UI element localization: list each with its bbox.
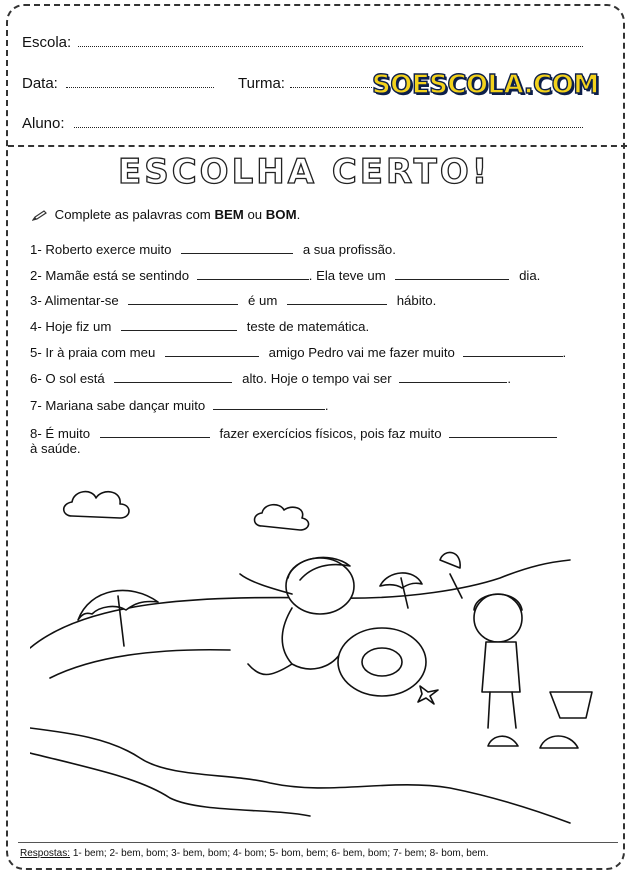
header-separator [8,145,627,147]
question-text: 4- Hoje fiz um [30,319,112,334]
answer-blank[interactable] [449,427,557,438]
question-5 [30,345,566,360]
page-title: ESCOLHA CERTO! [118,152,491,192]
instruction-suffix: . [296,207,301,222]
cloud-right [255,505,309,530]
beach-illustration [30,478,610,830]
question-text: 8- É muito [30,426,91,441]
question-1 [30,242,396,257]
boy-left-leg [248,664,292,675]
question-text: alto. Hoje o tempo vai ser [242,371,392,386]
pencil-icon [32,210,48,222]
answer-blank[interactable] [463,346,563,357]
question-text: . [507,371,511,386]
answer-blank[interactable] [399,372,507,383]
instruction-middle: ou [243,207,266,222]
question-text: 7- Mariana sabe dançar muito [30,398,206,413]
question-text: 3- Alimentar-se [30,293,119,308]
answer-blank[interactable] [197,269,309,280]
answer-blank[interactable] [213,399,325,410]
answer-blank[interactable] [114,372,232,383]
question-7 [30,398,329,413]
question-text: 6- O sol está [30,371,105,386]
question-text: 2- Mamãe está se sentindo [30,268,190,283]
question-text: dia. [519,268,541,283]
school-field[interactable] [78,46,583,47]
sand-pile [540,736,578,748]
student-label: Aluno: [22,115,65,132]
answer-key [20,848,489,859]
question-text: . Ela teve um [308,268,386,283]
sand-pile [488,736,518,746]
question-6 [30,371,511,386]
answer-blank[interactable] [100,427,210,438]
question-text: hábito. [396,293,437,308]
question-4 [30,319,369,334]
class-label: Turma: [238,75,285,92]
instruction-word-bom: BOM [265,207,297,222]
instruction-word-bem: BEM [214,207,244,222]
question-text: teste de matemática. [246,319,370,334]
answer-key-text: 1- bem; 2- bem, bom; 3- bem, bom; 4- bom; 5- bom, bem; 6- bem, bom; 7- bem; 8- bom, bem. [72,848,489,859]
answer-key-label: Respostas: [20,848,71,859]
question-3 [30,293,436,308]
boy-left-body [282,608,340,669]
question-text: 5- Ir à praia com meu [30,345,156,360]
question-text: é um [248,293,278,308]
answers-divider [18,842,618,843]
question-text: . [562,345,567,360]
cloud-left [64,492,129,518]
bucket [550,692,592,718]
class-field[interactable] [290,87,372,88]
answer-blank[interactable] [165,346,259,357]
question-text: . [324,398,329,413]
starfish [418,686,438,704]
water-line [30,753,310,816]
boy-left-arm-up [240,574,292,594]
instruction [32,207,300,222]
answer-blank[interactable] [121,320,237,331]
boy-right-legs [488,692,516,728]
question-text: 1- Roberto exerce muito [30,242,172,257]
question-text: a sua profissão. [302,242,396,257]
answer-blank[interactable] [395,269,509,280]
date-field[interactable] [66,87,214,88]
question-text: amigo Pedro vai me fazer muito [268,345,455,360]
answer-blank[interactable] [181,243,293,254]
question-8-continuation: à saúde. [30,441,81,456]
boy-right-body [482,642,520,692]
boy-right-head [474,594,522,642]
answer-blank[interactable] [128,294,238,305]
question-2 [30,268,540,283]
school-label: Escola: [22,34,72,51]
sand-edge [50,650,230,678]
float-ring [338,628,426,696]
question-text: fazer exercícios físicos, pois faz muito [219,426,442,441]
instruction-prefix: Complete as palavras com [54,207,215,222]
answer-blank[interactable] [287,294,387,305]
question-8 [30,426,557,441]
date-label: Data: [22,75,58,92]
student-field[interactable] [74,127,583,128]
brand-logo: SOESCOLA.COM [372,70,599,100]
